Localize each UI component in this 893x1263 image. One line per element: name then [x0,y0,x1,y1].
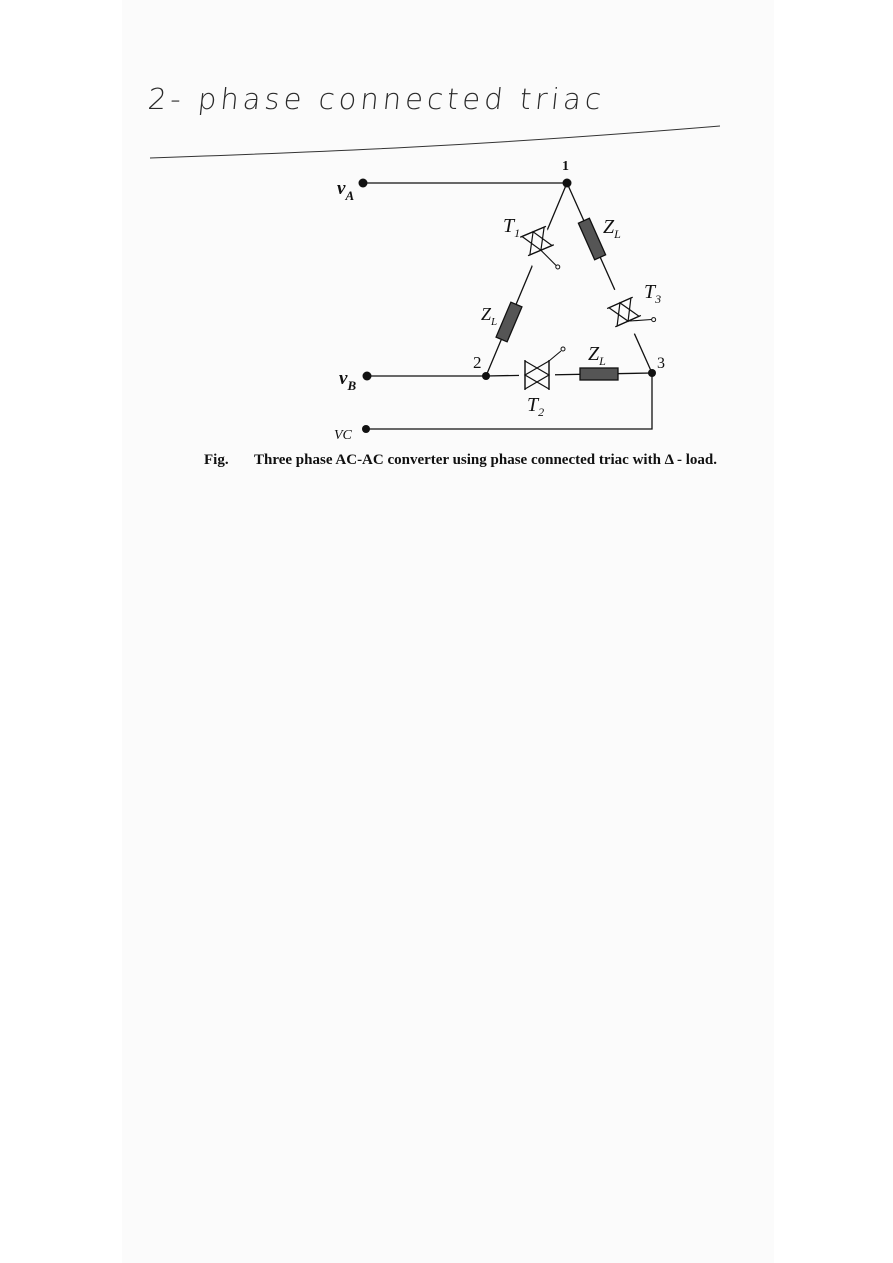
node-3 [648,369,656,377]
label-node-2: 2 [473,353,482,372]
terminal-vc [362,425,370,433]
label-t2: $T_2$ [527,394,545,419]
label-node-1: 1 [562,159,569,174]
label-t1: $T_1$ [503,215,521,240]
impedance-left [496,302,522,342]
label-zl-left: $Z_L$ [481,304,498,328]
impedance-bottom [580,368,618,380]
handwritten-heading: 2- phase connected triac [146,82,607,116]
label-t3: $T_3$ [644,281,662,306]
label-zl-right: $Z_L$ [603,216,621,241]
terminal-vb [363,372,372,381]
delta-circuit-diagram [0,0,893,500]
impedance-right [578,218,605,259]
label-node-3: 3 [657,355,665,372]
label-vb: $v_B$ [339,368,357,393]
label-zl-bottom: $Z_L$ [588,343,606,368]
triac-t1-symbol [515,213,563,277]
figure-caption-text: Three phase AC-AC converter using phase connected triac with Δ - load. [254,452,718,468]
node-1 [563,179,572,188]
figure-label: Fig. [204,452,229,468]
figure-caption [204,452,764,469]
node-2 [482,372,490,380]
triac-t2-symbol [519,347,565,391]
label-vc: VC [334,428,352,443]
label-va: $v_A$ [337,178,355,203]
line-vc [366,373,652,429]
terminal-va [359,179,368,188]
